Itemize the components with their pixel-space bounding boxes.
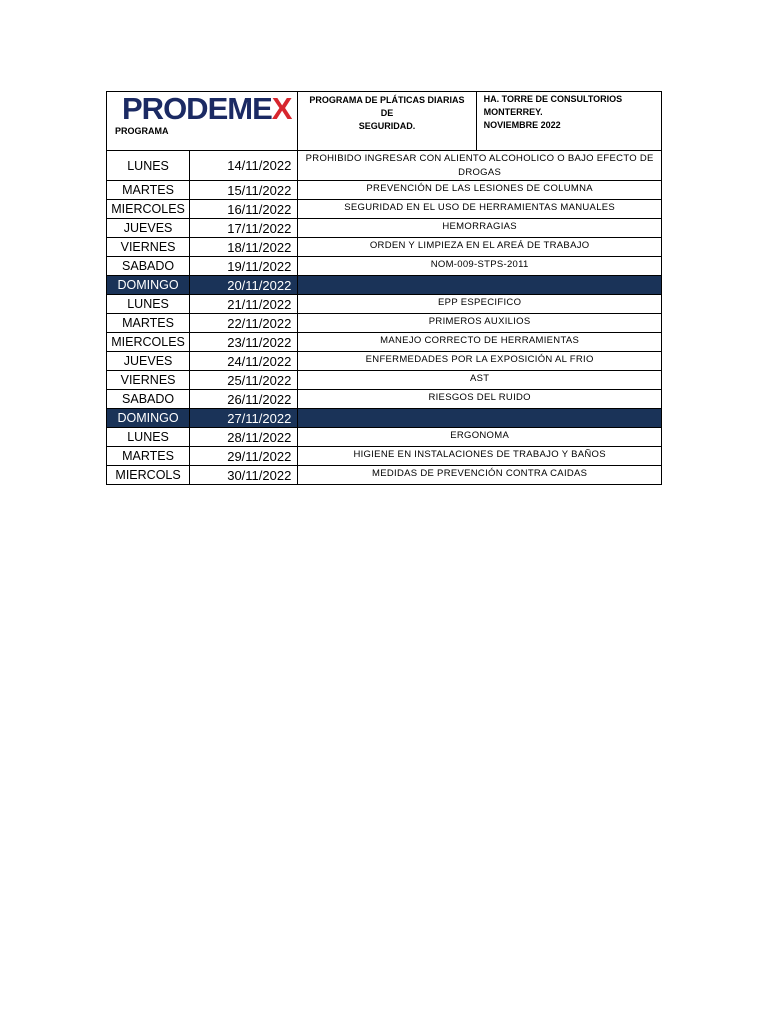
topic-cell: ORDEN Y LIMPIEZA EN EL AREÁ DE TRABAJO — [298, 238, 662, 257]
topic-cell: ENFERMEDADES POR LA EXPOSICIÓN AL FRIO — [298, 352, 662, 371]
program-title-line2: SEGURIDAD. — [358, 121, 416, 131]
table-row — [107, 447, 662, 466]
date-cell: 28/11/2022 — [190, 428, 298, 447]
day-cell: LUNES — [107, 151, 190, 181]
day-cell: LUNES — [107, 428, 190, 447]
location-line2: MONTERREY. — [483, 107, 543, 117]
date-cell: 16/11/2022 — [190, 200, 298, 219]
date-cell: 25/11/2022 — [190, 371, 298, 390]
date-cell: 23/11/2022 — [190, 333, 298, 352]
table-row — [107, 428, 662, 447]
date-cell: 24/11/2022 — [190, 352, 298, 371]
topic-cell: ERGONOMA — [298, 428, 662, 447]
topic-cell: EPP ESPECIFICO — [298, 295, 662, 314]
day-cell: LUNES — [107, 295, 190, 314]
day-cell: VIERNES — [107, 371, 190, 390]
day-cell: DOMINGO — [107, 409, 190, 428]
day-cell: MIERCOLES — [107, 333, 190, 352]
day-cell: DOMINGO — [107, 276, 190, 295]
date-cell: 17/11/2022 — [190, 219, 298, 238]
date-cell: 21/11/2022 — [190, 295, 298, 314]
table-row-sunday — [107, 409, 662, 428]
day-cell: SABADO — [107, 257, 190, 276]
program-title-cell — [298, 92, 476, 151]
safety-talk-schedule-table — [106, 91, 662, 485]
date-cell: 14/11/2022 — [190, 151, 298, 181]
table-row — [107, 200, 662, 219]
header-row — [107, 92, 662, 151]
logo-x: X — [271, 91, 292, 126]
table-row — [107, 238, 662, 257]
logo-text: PRODEME — [122, 91, 272, 126]
topic-cell: RIESGOS DEL RUIDO — [298, 390, 662, 409]
date-cell: 18/11/2022 — [190, 238, 298, 257]
logo-cell — [107, 92, 298, 151]
day-cell: MARTES — [107, 314, 190, 333]
topic-cell — [298, 409, 662, 428]
table-row — [107, 352, 662, 371]
day-cell: MIERCOLS — [107, 466, 190, 485]
location-cell — [476, 92, 661, 151]
table-row-sunday — [107, 276, 662, 295]
day-cell: JUEVES — [107, 219, 190, 238]
program-label: PROGRAMA — [115, 126, 169, 136]
date-cell: 26/11/2022 — [190, 390, 298, 409]
topic-cell: SEGURIDAD EN EL USO DE HERRAMIENTAS MANUALES — [298, 200, 662, 219]
topic-cell: HEMORRAGIAS — [298, 219, 662, 238]
day-cell: MARTES — [107, 181, 190, 200]
table-row — [107, 466, 662, 485]
day-cell: MIERCOLES — [107, 200, 190, 219]
prodemex-logo — [122, 92, 291, 128]
day-cell: MARTES — [107, 447, 190, 466]
table-row — [107, 295, 662, 314]
program-title-line1: PROGRAMA DE PLÁTICAS DIARIAS DE — [309, 95, 465, 118]
topic-cell: NOM-009-STPS-2011 — [298, 257, 662, 276]
date-cell: 20/11/2022 — [190, 276, 298, 295]
table-row — [107, 371, 662, 390]
date-cell: 27/11/2022 — [190, 409, 298, 428]
topic-cell: PROHIBIDO INGRESAR CON ALIENTO ALCOHOLICO O BAJO EFECTO DE DROGAS — [298, 151, 662, 181]
date-cell: 19/11/2022 — [190, 257, 298, 276]
topic-cell: MEDIDAS DE PREVENCIÓN CONTRA CAIDAS — [298, 466, 662, 485]
table-row — [107, 257, 662, 276]
topic-cell: PREVENCIÓN DE LAS LESIONES DE COLUMNA — [298, 181, 662, 200]
date-cell: 22/11/2022 — [190, 314, 298, 333]
table-row — [107, 390, 662, 409]
date-cell: 29/11/2022 — [190, 447, 298, 466]
topic-cell: MANEJO CORRECTO DE HERRAMIENTAS — [298, 333, 662, 352]
day-cell: SABADO — [107, 390, 190, 409]
table-row — [107, 219, 662, 238]
table-row — [107, 181, 662, 200]
table-row — [107, 333, 662, 352]
topic-cell — [298, 276, 662, 295]
table-row — [107, 314, 662, 333]
day-cell: VIERNES — [107, 238, 190, 257]
date-cell: 30/11/2022 — [190, 466, 298, 485]
topic-cell: PRIMEROS AUXILIOS — [298, 314, 662, 333]
date-cell: 15/11/2022 — [190, 181, 298, 200]
location-line1: HA. TORRE DE CONSULTORIOS — [483, 94, 623, 104]
topic-cell: HIGIENE EN INSTALACIONES DE TRABAJO Y BAÑOS — [298, 447, 662, 466]
day-cell: JUEVES — [107, 352, 190, 371]
table-row — [107, 151, 662, 181]
topic-cell: AST — [298, 371, 662, 390]
period-label: NOVIEMBRE 2022 — [483, 120, 561, 130]
